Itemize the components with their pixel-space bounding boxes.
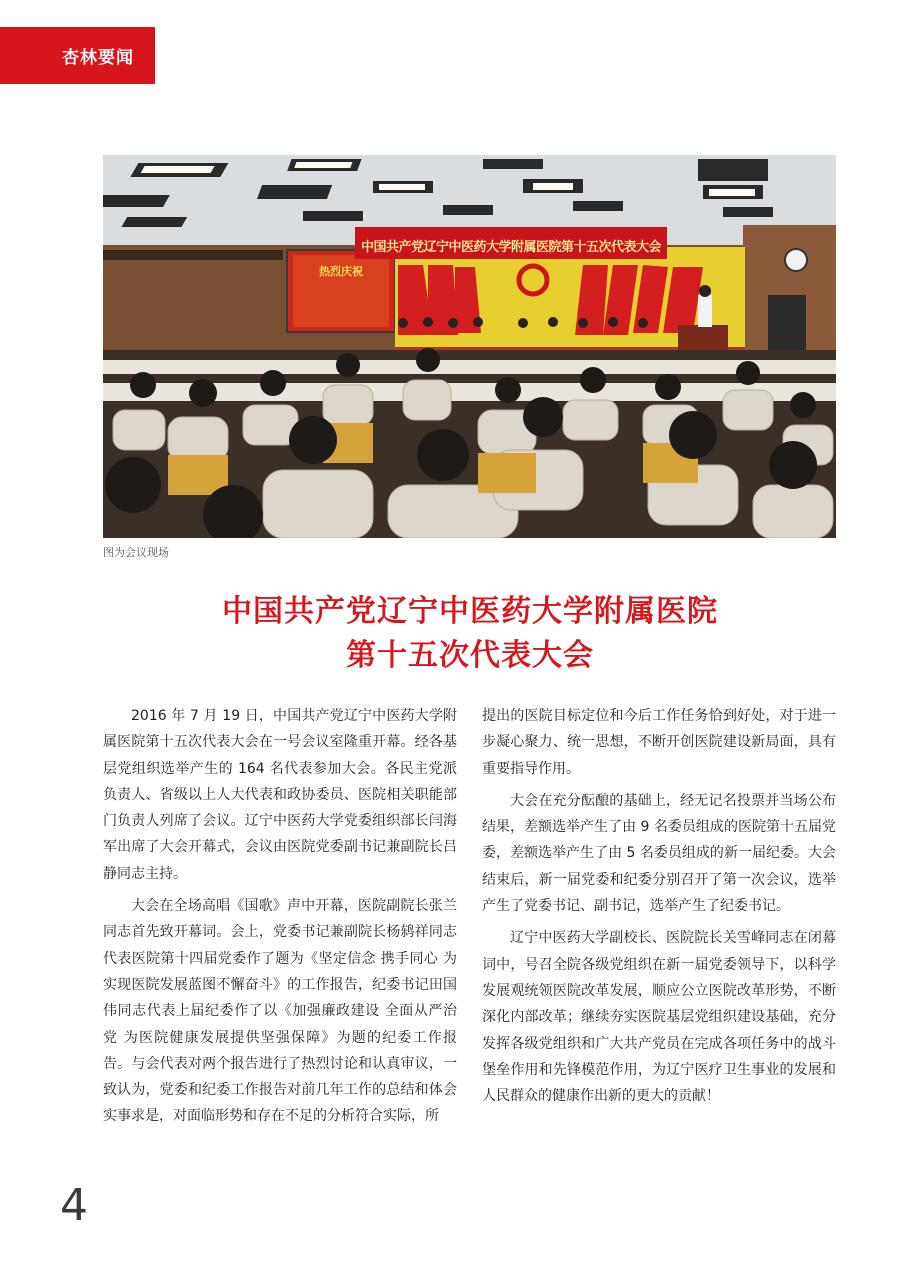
paragraph: 大会在充分酝酿的基础上，经无记名投票并当场公布结果，差额选举产生了由 9 名委员组成的医院第十五届党委，差额选举产生了由 5 名委员组成的新一届纪委。大会结束后，新一届党委和纪委分别召开了第一次会议，选举产生了党委书记、副书记，选举产生了纪委书记。 [482,792,836,915]
article-title-line-1: 中国共产党辽宁中医药大学附属医院 [222,594,718,629]
page-number: 4 [60,1180,88,1231]
section-tab: 杏林要闻 [0,27,155,84]
article-column-right [482,703,836,1115]
article-title-line-2: 第十五次代表大会 [346,638,594,673]
photo-caption: 图为会议现场 [103,546,169,559]
article-column-left [103,703,457,1136]
meeting-photo [103,155,836,538]
paragraph: 提出的医院目标定位和今后工作任务恰到好处，对于进一步凝心聚力、统一思想，不断开创医院建设新局面，具有重要指导作用。 [482,708,836,777]
article-title [100,590,840,678]
screen-title: 热烈庆祝 [319,265,363,278]
paragraph: 2016 年 7 月 19 日，中国共产党辽宁中医药大学附属医院第十五次代表大会在一号会议室隆重开幕。经各基层党组织选举产生的 164 名代表参加大会。各民主党派负责人、省级以上人大代表和政协委员、医院相关职能部门负责人列席了会议。辽宁中医药大学党委组织部长闫海军出席了大会开幕式，会议由医院党委副书记兼副院长吕静同志主持。 [103,708,457,882]
paragraph: 大会在全场高唱《国歌》声中开幕，医院副院长张兰同志首先致开幕词。会上，党委书记兼副院长杨鸫祥同志代表医院第十四届党委作了题为《坚定信念 携手同心 为实现医院发展蓝图不懈奋斗》的工作报告，纪委书记田国伟同志代表上届纪委作了以《加强廉政建设 全面从严治党 为医院健康发展提供坚强保障》为题的纪委工作报告。与会代表对两个报告进行了热烈讨论和认真审议，一致认为，党委和纪委工作报告对前几年工作的总结和体会实事求是，对面临形势和存在不足的分析符合实际，所 [103,898,457,1125]
paragraph: 辽宁中医药大学副校长、医院院长关雪峰同志在闭幕词中，号召全院各级党组织在新一届党委领导下，以科学发展观统领医院改革发展，顺应公立医院改革形势，不断深化内部改革；继续夯实医院基层党组织建设基础，充分发挥各级党组织和广大共产党员在完成各项任务中的战斗堡垒作用和先锋模范作用，为辽宁医疗卫生事业的发展和人民群众的健康作出新的更大的贡献！ [482,930,836,1105]
banner-text: 中国共产党辽宁中医药大学附属医院第十五次代表大会 [360,239,661,255]
